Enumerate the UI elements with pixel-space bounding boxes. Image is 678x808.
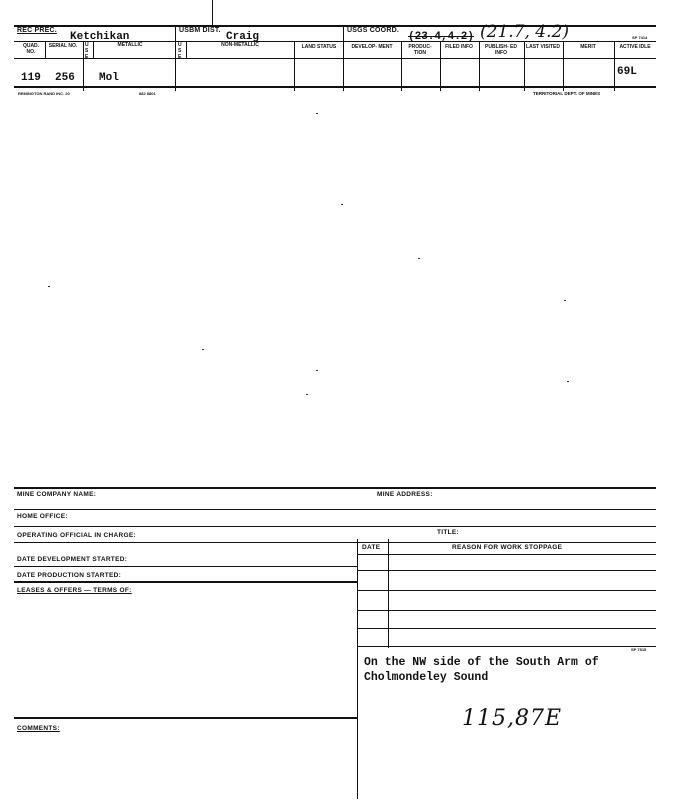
serial-no-value: 256 bbox=[55, 72, 75, 84]
divider bbox=[45, 41, 46, 58]
rule bbox=[357, 570, 656, 571]
scan-speck bbox=[564, 300, 566, 301]
divider bbox=[186, 41, 187, 58]
usbm-dist-value: Craig bbox=[226, 31, 260, 43]
scan-speck bbox=[567, 381, 569, 382]
divider bbox=[479, 41, 480, 91]
usgs-coord-handwritten: (21.7, 4.2) bbox=[480, 22, 569, 42]
scan-speck bbox=[316, 370, 318, 371]
merit-header: MERIT bbox=[580, 44, 596, 50]
published-info-header: PUBLISH- ED INFO bbox=[485, 44, 517, 56]
rule bbox=[357, 554, 656, 555]
rule bbox=[14, 509, 656, 510]
scan-speck bbox=[48, 286, 50, 287]
serial-no-header: SERIAL NO. bbox=[48, 43, 78, 49]
scan-speck bbox=[202, 349, 204, 350]
stoppage-left-border bbox=[357, 539, 358, 799]
handwritten-number: 115,87E bbox=[462, 706, 563, 731]
mine-company-name-label: MINE COMPANY NAME: bbox=[17, 491, 97, 498]
divider bbox=[563, 41, 564, 91]
stoppage-date-border bbox=[388, 539, 389, 648]
leases-label: LEASES & OFFERS — TERMS OF: bbox=[17, 587, 132, 594]
date-development-label: DATE DEVELOPMENT STARTED: bbox=[17, 556, 128, 563]
divider bbox=[83, 41, 84, 91]
active-idle-value: 69L bbox=[617, 66, 637, 78]
scan-speck bbox=[418, 258, 420, 259]
divider bbox=[93, 41, 94, 58]
rule bbox=[357, 646, 656, 647]
divider bbox=[294, 41, 295, 91]
filed-info-header: FILED INFO bbox=[445, 44, 473, 50]
divider bbox=[614, 41, 615, 91]
comments-label: COMMENTS: bbox=[17, 725, 60, 732]
printer-codes: 882 8801 bbox=[139, 91, 156, 96]
last-visited-header: LAST VISITED bbox=[526, 44, 560, 50]
use-nonmetallic-header: U S E bbox=[178, 42, 182, 60]
column-header-rule bbox=[14, 58, 656, 59]
rule bbox=[14, 526, 656, 527]
quad-no-header: QUAD. NO. bbox=[22, 43, 40, 55]
title-label: TITLE: bbox=[437, 529, 460, 536]
divider bbox=[440, 41, 441, 91]
non-metallic-header: NON-METALLIC bbox=[221, 42, 259, 48]
use-metallic-header: U S E bbox=[85, 42, 89, 60]
production-header: PRODUC- TION bbox=[408, 44, 432, 56]
metallic-header: METALLIC bbox=[117, 42, 143, 48]
divider bbox=[401, 41, 402, 91]
bottom-top-rule bbox=[14, 487, 656, 489]
rule bbox=[14, 566, 357, 567]
location-line-1: On the NW side of the South Arm of bbox=[364, 656, 599, 669]
rule bbox=[14, 542, 656, 543]
rule bbox=[357, 590, 656, 591]
rule bbox=[14, 581, 357, 583]
home-office-label: HOME OFFICE: bbox=[17, 513, 68, 520]
form-code-top: SP 7414 bbox=[632, 35, 648, 40]
scan-speck bbox=[316, 113, 318, 114]
operating-official-label: OPERATING OFFICIAL IN CHARGE: bbox=[17, 532, 136, 539]
active-idle-header: ACTIVE IDLE bbox=[619, 44, 651, 50]
stoppage-date-header: DATE bbox=[362, 544, 381, 551]
form-code-bottom: SP 7515 bbox=[631, 647, 647, 652]
rule bbox=[357, 628, 656, 629]
rule bbox=[357, 610, 656, 611]
scan-speck bbox=[306, 394, 308, 395]
rec-prec-label: REC PREC. bbox=[17, 27, 57, 34]
stoppage-reason-header: REASON FOR WORK STOPPAGE bbox=[452, 544, 563, 551]
scan-speck bbox=[341, 204, 343, 205]
usgs-coord-struck: (23.4,4.2) bbox=[408, 31, 475, 43]
printer-footer: REMINGTON RAND INC. 20 bbox=[18, 91, 70, 96]
usgs-coord-label: USGS COORD. bbox=[347, 27, 399, 34]
location-line-2: Cholmondeley Sound bbox=[364, 671, 489, 684]
development-header: DEVELOP- MENT bbox=[351, 44, 393, 50]
land-status-header: LAND STATUS bbox=[301, 44, 337, 50]
rec-prec-value: Ketchikan bbox=[70, 31, 130, 43]
rule bbox=[14, 717, 357, 719]
divider bbox=[524, 41, 525, 91]
dept-footer: TERRITORIAL DEPT. OF MINES bbox=[533, 91, 601, 96]
metallic-value: Mol bbox=[99, 72, 119, 84]
date-production-label: DATE PRODUCTION STARTED: bbox=[17, 572, 122, 579]
crease-line bbox=[212, 0, 213, 26]
quad-no-value: 119 bbox=[21, 72, 41, 84]
header-bottom-rule bbox=[14, 86, 656, 88]
mine-address-label: MINE ADDRESS: bbox=[377, 491, 433, 498]
usbm-dist-label: USBM DIST. bbox=[179, 27, 221, 34]
